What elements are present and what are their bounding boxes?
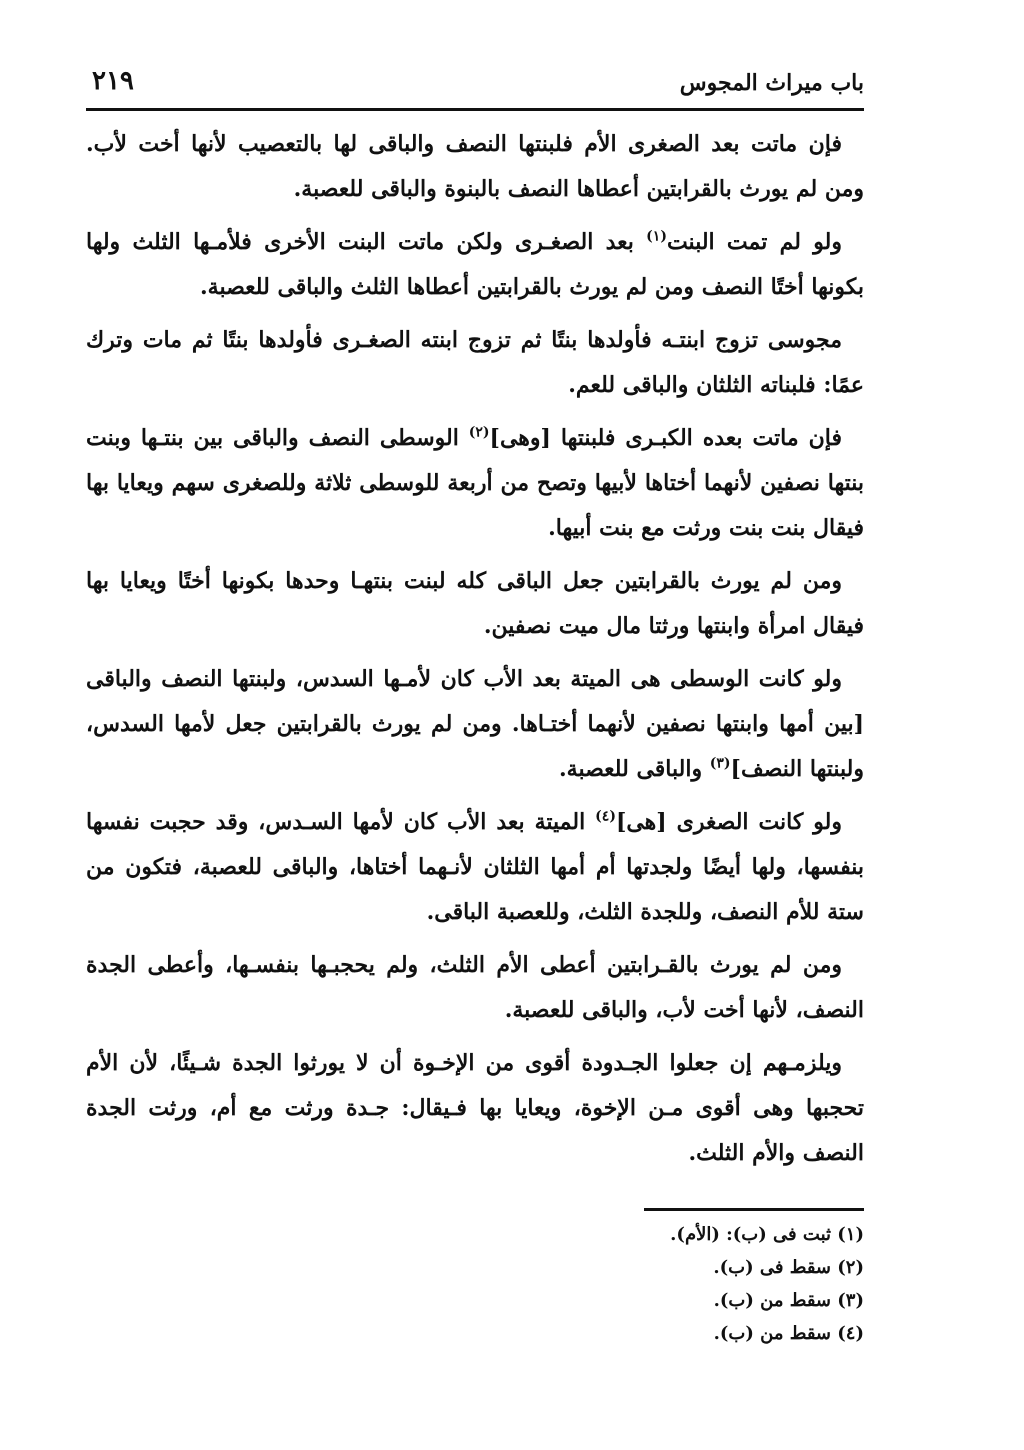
main-text xyxy=(86,122,864,1184)
paragraph xyxy=(86,800,864,935)
footnote: (٤) سقط من (ب). xyxy=(713,1323,864,1344)
footnote: (٣) سقط من (ب). xyxy=(713,1290,864,1311)
paragraph-text: والباقى للعصبة. xyxy=(559,756,710,782)
paragraph-text: ولو لم تمت البنت xyxy=(666,229,842,255)
paragraph-text: ولو كانت الصغرى [هى] xyxy=(615,809,842,835)
footnote-reference: (٣) xyxy=(709,755,731,772)
paragraph-text: الوسطى النصف والباقى بين بنتـها وبنت بنتها نصفين لأنهما أختاها لأبيها وتصح من أربعة للوسطى ثلاثة وللصغرى سهم ويعايا بها فيقال بنت بنت ورثت مع بنت أبيها. xyxy=(86,425,864,541)
footnote-separator xyxy=(644,1208,864,1211)
footnote: (١) ثبت فى (ب): (الأم). xyxy=(670,1224,864,1245)
footnote-reference: (٢) xyxy=(468,424,490,441)
paragraph-text: ومن لم يورث بالقـرابتين أعطى الأم الثلث، ولم يحجبـها بنفسـها، وأعطى الجدة النصف، لأنها أخت لأب، والباقى للعصبة. xyxy=(86,952,864,1023)
paragraph-text: فإن ماتت بعد الصغرى الأم فلبنتها النصف والباقى لها بالتعصيب لأنها أخت لأب. ومن لم يورث بالقرابتين أعطاها النصف بالبنوة والباقى للعصبة. xyxy=(86,131,864,202)
paragraph-text: ولو كانت الوسطى هى الميتة بعد الأب كان لأمـها السدس، ولبنتها النصف والباقى [بين أمها وابنتها نصفين لأنهما أختـاها. ومن لم يورث بالقرابتين جعل لأمها السدس، ولبنتها النصف] xyxy=(86,666,864,782)
paragraph xyxy=(86,318,864,408)
chapter-title: باب ميراث المجوس xyxy=(679,70,864,96)
footnote-reference: (٤) xyxy=(595,808,616,825)
paragraph xyxy=(86,122,864,212)
paragraph xyxy=(86,220,864,310)
paragraph-text: فإن ماتت بعده الكبـرى فلبنتها [وهى] xyxy=(489,425,842,451)
header-rule xyxy=(86,108,864,111)
paragraph xyxy=(86,416,864,551)
paragraph-text: ويلزمـهم إن جعلوا الجـدودة أقوى من الإخـوة أن لا يورثوا الجدة شـيئًا، لأن الأم تحجبها وهى أقوى مـن الإخوة، ويعايا بها فـيقال: جـدة ورثت مع أم، ورثت الجدة النصف والأم الثلث. xyxy=(86,1050,864,1166)
paragraph xyxy=(86,559,864,649)
paragraph-text: مجوسى تزوج ابنتـه فأولدها بنتًا ثم تزوج ابنته الصغـرى فأولدها بنتًا ثم مات وترك عمًا: فلبناته الثلثان والباقى للعم. xyxy=(86,327,864,398)
paragraph-text: بعد الصغـرى ولكن ماتت البنت الأخرى فلأمـها الثلث ولها بكونها أختًا النصف ومن لم يورث بالقرابتين أعطاها الثلث والباقى للعصبة. xyxy=(86,229,864,300)
running-header xyxy=(86,64,864,106)
paragraph-text: ومن لم يورث بالقرابتين جعل الباقى كله لبنت بنتهـا وحدها بكونها أختًا ويعايا بها فيقال امرأة وابنتها ورثتا مال ميت نصفين. xyxy=(86,568,864,639)
page-number: ٢١٩ xyxy=(92,66,134,96)
paragraph xyxy=(86,943,864,1033)
footnote: (٢) سقط فى (ب). xyxy=(713,1257,864,1278)
paragraph xyxy=(86,657,864,792)
paragraph-text: الميتة بعد الأب كان لأمها السـدس، وقد حجبت نفسها بنفسها، ولها أيضًا ولجدتها أم أمها الثلثان لأنـهما أختاها، والباقى للعصبة، فتكون من ستة للأم النصف، وللجدة الثلث، وللعصبة الباقى. xyxy=(86,809,864,925)
paragraph xyxy=(86,1041,864,1176)
footnote-reference: (١) xyxy=(646,228,667,245)
footnotes-list xyxy=(86,1218,864,1350)
